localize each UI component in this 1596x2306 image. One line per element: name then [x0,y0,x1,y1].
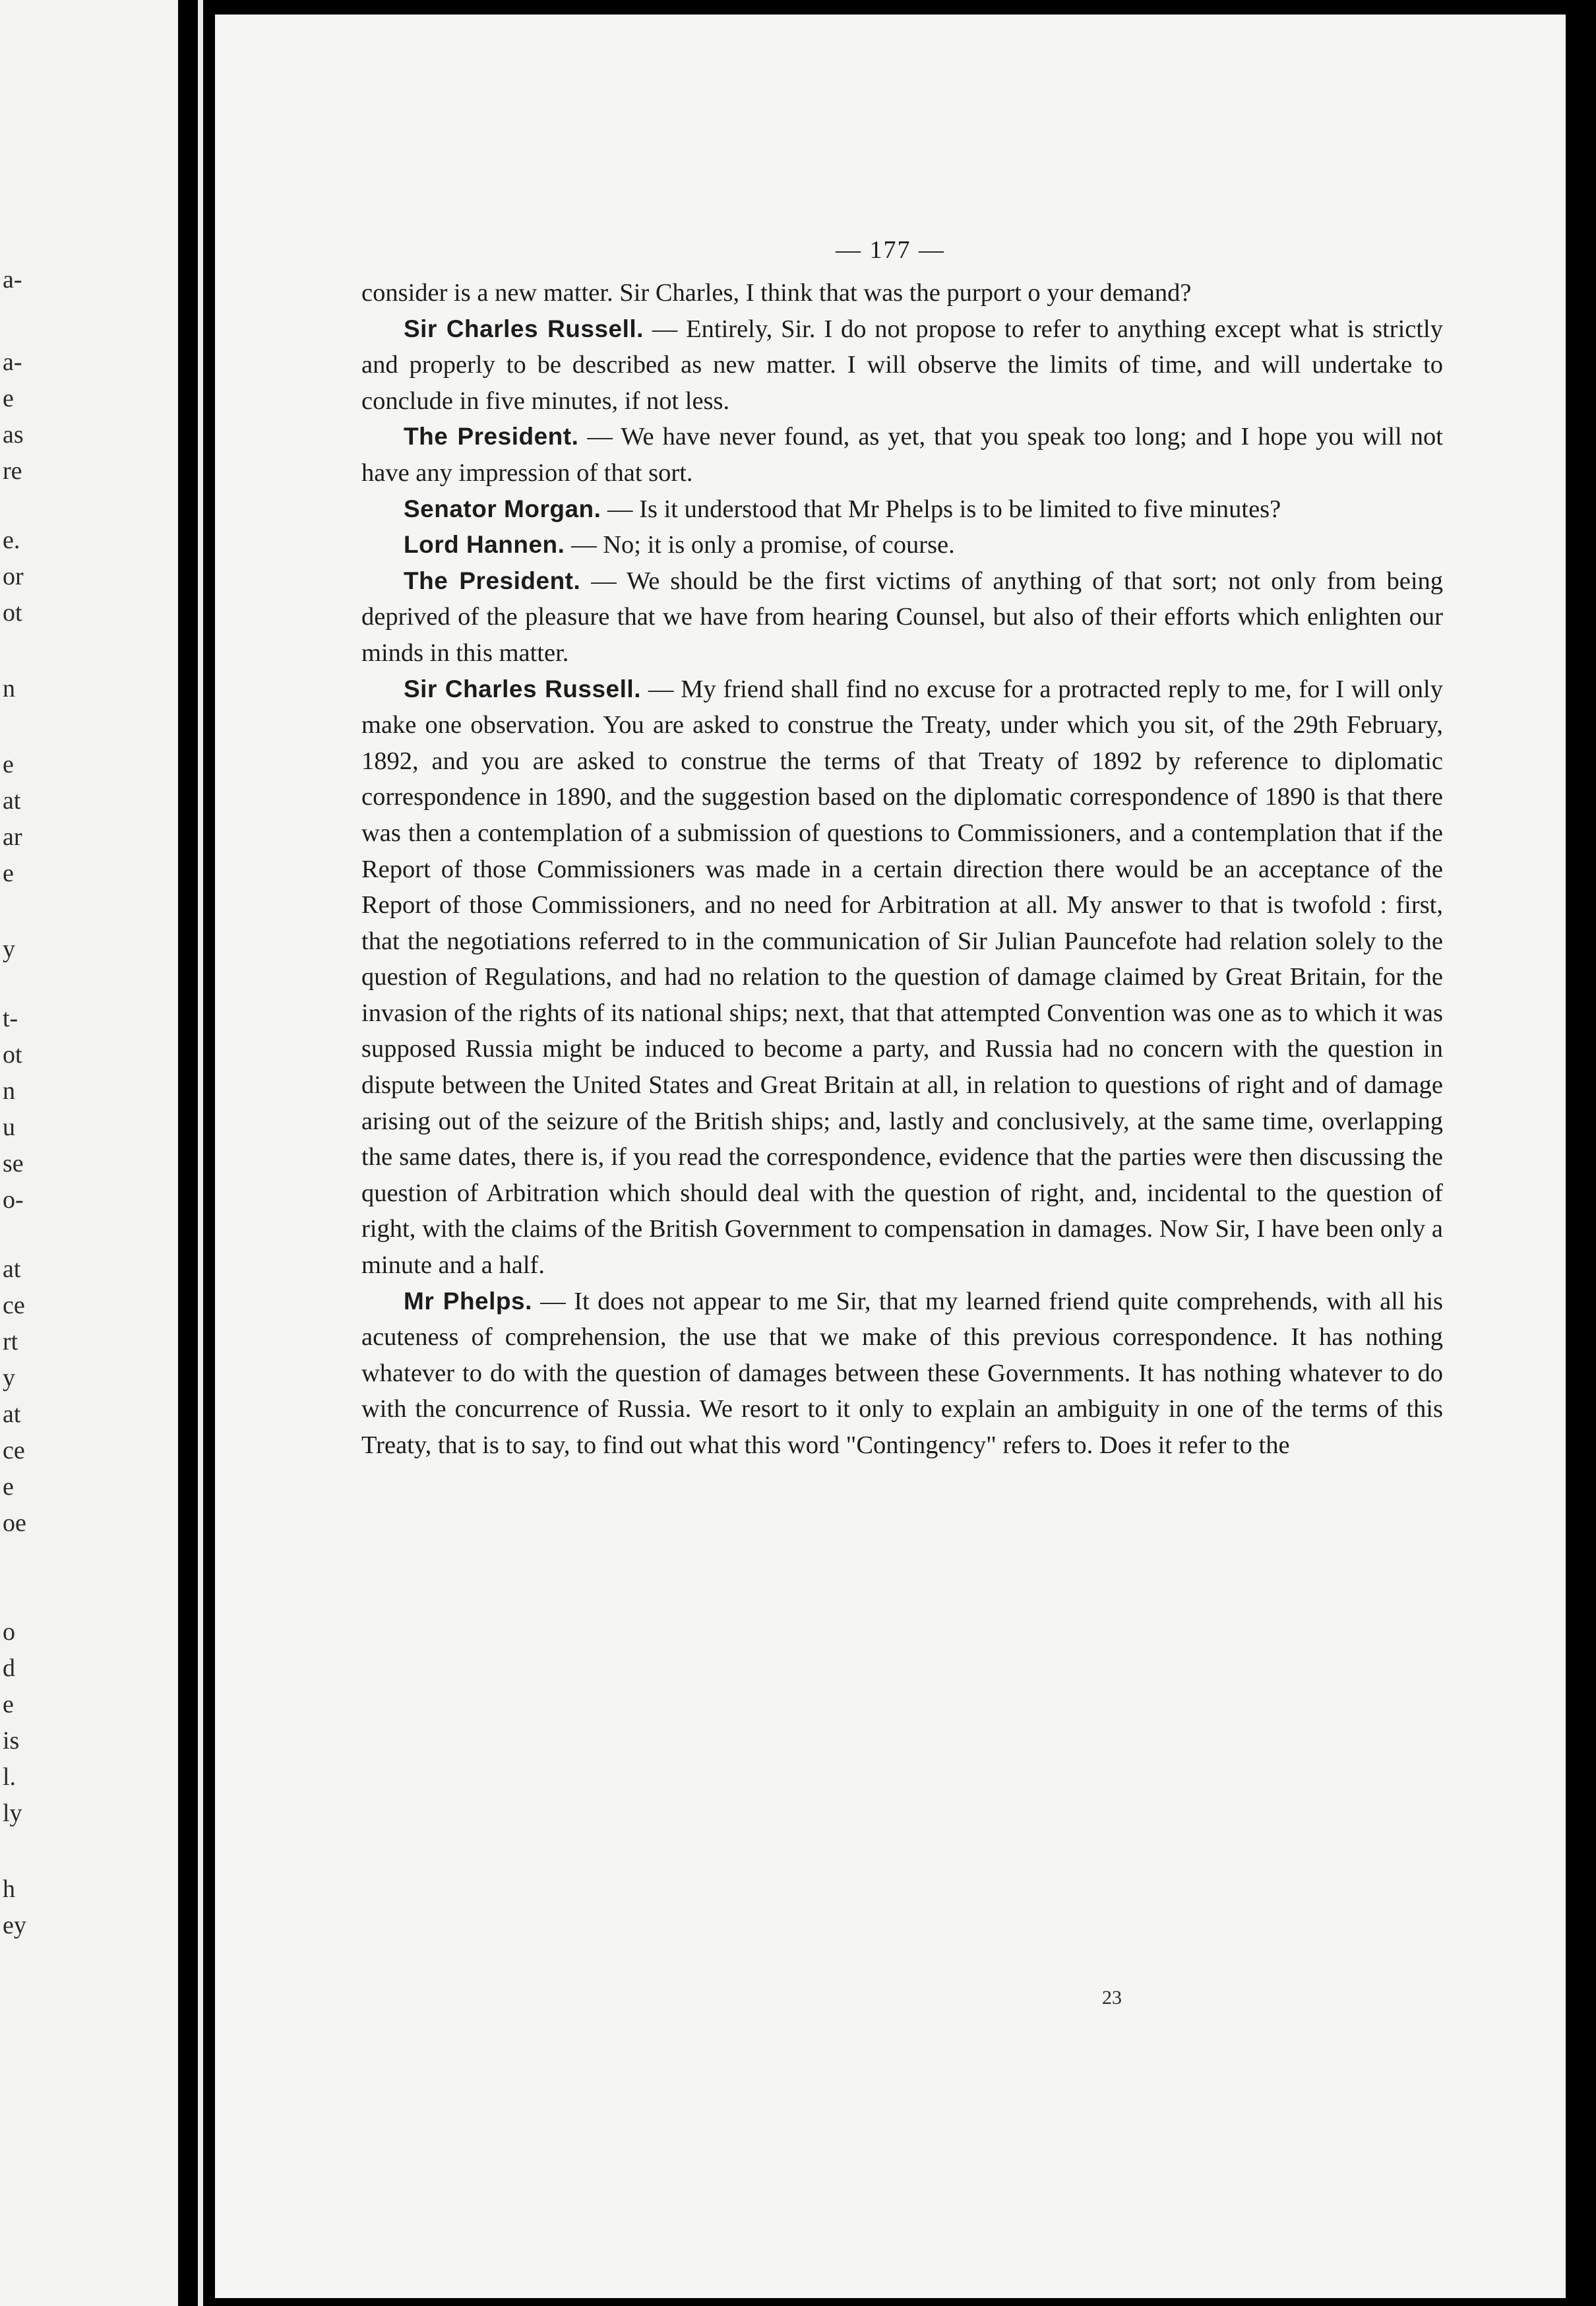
paragraph-text: — We have never found, as yet, that you speak too long; and I hope you will not have any impression of that sort. [361,423,1443,487]
left-page-fragment: e [3,1691,14,1718]
left-page-fragment: o [3,1618,15,1646]
left-page-fragment: as [3,421,24,449]
paragraph-text: consider is a new matter. Sir Charles, I think that was the purport o your demand? [361,279,1192,307]
left-page-fragment: ot [3,599,22,627]
paragraph-text: — Is it understood that Mr Phelps is to be limited to five minutes? [601,495,1281,523]
left-page-fragment: ey [3,1912,26,1939]
signature-mark: 23 [1102,1987,1122,2009]
left-page-fragment: rt [3,1328,18,1356]
paragraph [361,671,1443,1284]
left-page-fragment: ar [3,823,22,851]
left-page-fragment: e [3,385,14,412]
left-page-fragment: e [3,751,14,778]
left-page-fragment: is [3,1727,20,1755]
left-page-fragment: e [3,859,14,887]
paragraph [361,1284,1443,1464]
speaker-name: The President. [404,567,581,594]
speaker-name: Lord Hannen. [404,531,565,559]
left-page-fragment: d [3,1654,15,1682]
paragraph-text: — No; it is only a promise, of course. [565,531,955,559]
gutter-edge [198,0,203,2306]
left-page-fragment: at [3,1255,21,1283]
page-number-header: — 177 — [836,236,945,264]
speaker-name: Sir Charles Russell. [404,315,644,342]
speaker-name: Mr Phelps. [404,1287,532,1315]
left-page-fragment: se [3,1150,24,1177]
paragraph [361,491,1443,528]
left-page-fragment: ly [3,1799,22,1827]
page-body [361,275,1443,1464]
left-page-fragment: oe [3,1509,26,1537]
left-page-fragment: e [3,1473,14,1501]
left-page-fragment: at [3,1400,21,1428]
left-page-fragment: n [3,675,15,702]
paragraph [361,311,1443,420]
left-page-fragment: a- [3,266,22,294]
paragraph [361,563,1443,671]
left-page-fragment: or [3,563,24,590]
left-page-fragment: n [3,1077,15,1105]
speaker-name: Senator Morgan. [404,495,601,522]
paragraph-text: — Entirely, Sir. I do not propose to refer to anything except what is strictly and properly to be described as new matter. I will observe the limits of time, and will undertake to conclude in five minutes, if not less. [361,315,1443,415]
left-page-fragment: y [3,935,15,963]
left-page-fragment: u [3,1113,15,1141]
paragraph-text: — It does not appear to me Sir, that my learned friend quite comprehends, with all his acuteness of comprehension, the use that we make of this previous correspondence. It has nothing whatever to do with the question of damages between these Governments. It has nothing whatever to do with the concurrence of Russia. We resort to it only to explain an ambiguity in one of the terms of this Treaty, that is to say, to find out what this word "Contingency" refers to. Does it refer to the [361,1287,1443,1459]
document-page [215,15,1566,2298]
left-page-fragment: re [3,457,22,485]
paragraph [361,527,1443,563]
left-page-fragment: ot [3,1041,22,1069]
left-page-fragment: t- [3,1005,18,1032]
left-page-fragment: o- [3,1186,24,1214]
paragraph [361,419,1443,491]
left-page-fragment: at [3,787,21,815]
left-page-fragment: h [3,1875,15,1903]
left-page-fragment: y [3,1364,15,1392]
left-page-fragment: ce [3,1437,25,1464]
speaker-name: The President. [404,423,579,451]
previous-page-edge [0,0,178,2306]
left-page-fragment: a- [3,348,22,376]
paragraph-text: — We should be the first victims of anything of that sort; not only from being deprived of the pleasure that we have from hearing Counsel, but also of their efforts which enlighten our minds in this matter. [361,567,1444,667]
speaker-name: Sir Charles Russell. [404,675,641,702]
left-page-fragment: e. [3,526,20,554]
left-page-fragment: ce [3,1292,25,1319]
paragraph-text: — My friend shall find no excuse for a protracted reply to me, for I will only make one observation. You are asked to construe the Treaty, under which you sit, of the 29th February, 1892, and you are asked to construe the terms of that Treaty of 1892 by reference to diplomatic correspondence in 1890, and the suggestion based on the diplomatic correspondence of 1890 is that there was then a contemplation of a submission of questions to Commissioners, and a contemplation that if the Report of those Commissioners was made in a certain direction there would be an acceptance of the Report of those Commissioners, and no need for Arbitration at all. My answer to that is twofold : first, that the negotiations referred to in the communication of Sir Julian Pauncefote had relation solely to the question of Regulations, and had no relation to the question of damage claimed by Great Britain, for the invasion of the rights of its national ships; next, that that attempted Convention was one as to which it was supposed Russia might be induced to become a party, and Russia had no concern with the question in dispute between the United States and Great Britain at all, in relation to questions of right and of damage arising out of the seizure of the British ships; and, lastly and conclusively, at the same time, overlapping the same dates, there is, if you read the correspondence, evidence that the parties were then discussing the question of Arbitration which should deal with the question of right, and, incidental to the question of right, with the claims of the British Government to compensation in damages. Now Sir, I have been only a minute and a half. [361,675,1443,1280]
paragraph [361,275,1443,311]
left-page-fragment: l. [3,1763,16,1791]
